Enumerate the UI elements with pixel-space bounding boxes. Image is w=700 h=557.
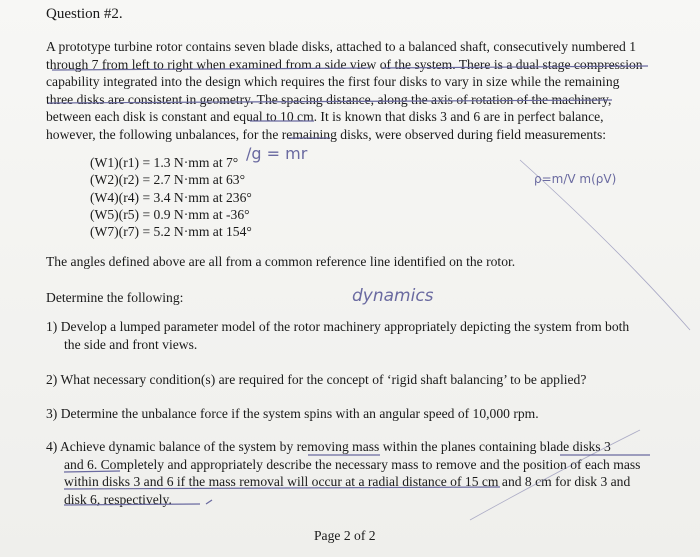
question-line: and 6. Completely and appropriately describe the necessary mass to remove and the position of each mass (64, 456, 641, 472)
paragraph-line: capability integrated into the design which requires the first four disks to vary in size while the remaining (46, 74, 620, 89)
handwritten-density-formula: ρ=m/V m(ρV) (534, 172, 617, 186)
question-line: 2) What necessary condition(s) are required for the concept of ‘rigid shaft balancing’ to be applied? (46, 372, 587, 387)
paragraph-line: A prototype turbine rotor contains seven blade disks, attached to a balanced shaft, consecutively numbered 1 (46, 39, 637, 54)
unbalance-item: (W4)(r4) = 3.4 N·mm at 236° (90, 189, 252, 205)
determine-label: Determine the following: (46, 290, 184, 305)
underline-mark (64, 487, 500, 489)
diagonal-stroke (470, 430, 640, 520)
question-line: 4) Achieve dynamic balance of the system by removing mass within the planes containing blade disks 3 (46, 439, 611, 454)
angle-note: The angles defined above are all from a common reference line identified on the rotor. (46, 254, 516, 269)
unbalance-item: (W5)(r5) = 0.9 N·mm at -36° (90, 206, 250, 222)
underline-mark (52, 68, 370, 70)
question-line: disk 6, respectively. (64, 491, 172, 507)
underline-mark (48, 100, 612, 103)
question-line: 3) Determine the unbalance force if the system spins with an angular speed of 10,000 rpm. (46, 406, 539, 421)
underline-mark (64, 504, 200, 505)
diagonal-stroke (520, 160, 690, 330)
handwritten-word: dynamics (352, 286, 434, 306)
question-line: 1) Develop a lumped parameter model of the rotor machinery appropriately depicting the system from both (46, 319, 630, 334)
unbalance-item: (W7)(r7) = 5.2 N·mm at 154° (90, 224, 252, 240)
tick-mark (206, 500, 212, 504)
underline-mark (382, 66, 648, 68)
paragraph-line: three disks are consistent in geometry. The spacing distance, along the axis of rotation of the machinery, (46, 91, 612, 107)
page-footer: Page 2 of 2 (314, 528, 376, 543)
paragraph-line: however, the following unbalances, for the remaining disks, were observed during field measurements: (46, 126, 607, 142)
underline-mark (64, 471, 120, 472)
paragraph-line: between each disk is constant and equal to 10 cm. It is known that disks 3 and 6 are in perfect balance, (46, 109, 604, 124)
question-line: within disks 3 and 6 if the mass removal will occur at a radial distance of 15 cm and 8 cm for disk 3 and (64, 474, 631, 489)
handwritten-formula: /g = mr (246, 144, 308, 163)
question-title: Question #2. (46, 6, 123, 22)
unbalance-item: (W2)(r2) = 2.7 N·mm at 63° (90, 172, 246, 188)
unbalance-item: (W1)(r1) = 1.3 N·mm at 7° (90, 155, 239, 170)
paragraph-line: through 7 from left to right when examined from a side view of the system. There is a dual stage compression (46, 56, 643, 72)
question-line: the side and front views. (64, 336, 198, 352)
